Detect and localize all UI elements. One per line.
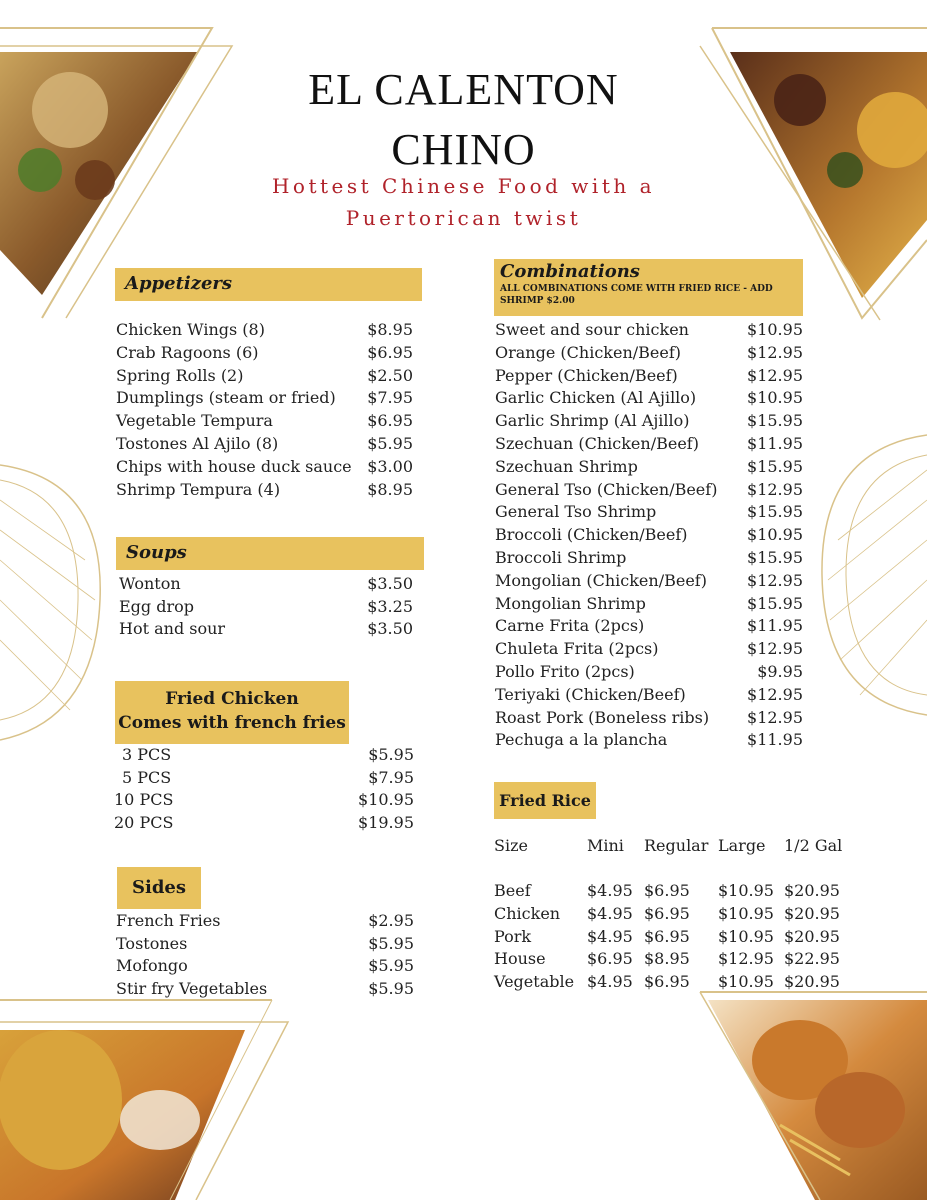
table-cell: $20.95 (784, 926, 840, 946)
table-cell: $20.95 (784, 972, 840, 992)
menu-item-name: Stir fry Vegetables (116, 978, 268, 998)
menu-item-price: $2.95 (368, 911, 414, 930)
table-cell: $4.95 (587, 903, 633, 923)
table-cell: $6.95 (587, 949, 633, 969)
menu-item-price: $3.25 (367, 596, 413, 616)
restaurant-name-line1: EL CALENTON (308, 65, 619, 114)
table-header-cell: Size (494, 836, 528, 855)
menu-item-price: $7.95 (367, 388, 413, 408)
menu-item-name: Pollo Frito (2pcs) (495, 662, 635, 681)
sides-list (116, 911, 414, 1003)
menu-item-name: Teriyaki (Chicken/Beef) (495, 684, 686, 704)
table-cell: $20.95 (784, 881, 840, 900)
menu-item-name: Tostones Al Ajilo (8) (116, 434, 279, 453)
menu-item-name: French Fries (116, 911, 221, 930)
table-cell: $4.95 (587, 926, 633, 946)
table-cell: $10.95 (718, 881, 774, 900)
combinations-list (495, 320, 803, 760)
menu-item-name: Pechuga a la plancha (495, 730, 668, 750)
menu-item-name: Sweet and sour chicken (495, 320, 689, 339)
table-row-label: Pork (494, 926, 532, 946)
menu-item-price: $8.95 (367, 320, 413, 339)
menu-item-name: Chuleta Frita (2pcs) (495, 639, 659, 659)
menu-item-price: $5.95 (368, 745, 414, 764)
menu-item-name: 20 PCS (114, 812, 174, 832)
menu-item-price: $15.95 (747, 548, 803, 567)
menu-item-name: Carne Frita (2pcs) (495, 616, 645, 636)
menu-item-price: $10.95 (358, 790, 414, 809)
combinations-header (494, 259, 803, 316)
menu-item-name: Wonton (119, 574, 181, 593)
tagline-line1: Hottest Chinese Food with a (271, 174, 656, 198)
menu-item-price: $3.50 (367, 619, 413, 638)
menu-item-name: Garlic Shrimp (Al Ajillo) (495, 411, 690, 431)
menu-item-price: $15.95 (747, 593, 803, 613)
menu-item-name: Dumplings (steam or fried) (116, 388, 336, 408)
menu-item-price: $12.95 (747, 684, 803, 704)
table-cell: $10.95 (718, 926, 774, 946)
table-cell: $4.95 (587, 972, 633, 992)
menu-item-price: $5.95 (368, 956, 414, 975)
combinations-title: Combinations (500, 261, 640, 282)
menu-item-price: $2.50 (367, 365, 413, 385)
menu-item-price: $10.95 (747, 320, 803, 339)
fried-rice-table (494, 836, 854, 996)
table-cell: $20.95 (784, 903, 840, 923)
menu-item-name: Roast Pork (Boneless ribs) (495, 707, 710, 727)
table-cell: $6.95 (644, 881, 690, 900)
menu-item-price: $12.95 (747, 639, 803, 659)
menu-item-name: Spring Rolls (2) (116, 365, 244, 385)
menu-item-name: Pepper (Chicken/Beef) (495, 365, 678, 385)
fried-rice-header: Fried Rice (494, 782, 596, 819)
table-row-label: Vegetable (494, 972, 575, 992)
menu-item-name: Orange (Chicken/Beef) (495, 342, 681, 362)
table-cell: $10.95 (718, 903, 774, 923)
menu-item-name: 10 PCS (114, 790, 174, 809)
menu-item-price: $11.95 (747, 730, 803, 750)
menu-item-price: $12.95 (747, 342, 803, 362)
menu-item-price: $19.95 (358, 812, 414, 832)
menu-item-price: $12.95 (747, 479, 803, 499)
menu-item-price: $11.95 (747, 616, 803, 636)
tagline-line2: Puertorican twist (345, 206, 582, 230)
table-cell: $22.95 (784, 949, 840, 969)
menu-item-price: $12.95 (747, 570, 803, 590)
menu-item-name: Szechuan (Chicken/Beef) (495, 434, 699, 453)
soups-header: Soups (116, 537, 424, 570)
table-cell: $4.95 (587, 881, 633, 900)
menu-item-name: Crab Ragoons (6) (116, 342, 259, 362)
menu-item-name: Vegetable Tempura (116, 411, 273, 431)
menu-item-name: Mongolian (Chicken/Beef) (495, 570, 707, 590)
menu-item-price: $12.95 (747, 365, 803, 385)
menu-item-price: $5.95 (368, 933, 414, 953)
menu-item-name: Garlic Chicken (Al Ajillo) (495, 388, 697, 408)
table-cell: $8.95 (644, 949, 690, 969)
menu-item-name: Mofongo (116, 956, 188, 975)
menu-item-name: General Tso Shrimp (495, 502, 657, 522)
table-cell: $6.95 (644, 926, 690, 946)
menu-item-price: $10.95 (747, 388, 803, 408)
menu-item-name: Hot and sour (119, 619, 226, 638)
menu-item-name: Broccoli (Chicken/Beef) (495, 525, 688, 545)
menu-item-name: Chicken Wings (8) (116, 320, 265, 339)
menu-item-price: $3.00 (367, 456, 413, 476)
table-cell: $6.95 (644, 903, 690, 923)
menu-item-price: $8.95 (367, 479, 413, 499)
menu-item-price: $10.95 (747, 525, 803, 545)
menu-item-price: $5.95 (367, 434, 413, 453)
appetizers-header: Appetizers (115, 268, 422, 301)
photo-fried-chicken-bottom-right (708, 1000, 927, 1200)
menu-item-name: Mongolian Shrimp (495, 593, 646, 613)
menu-item-price: $6.95 (367, 342, 413, 362)
menu-item-name: Szechuan Shrimp (495, 456, 638, 476)
menu-item-name: Chips with house duck sauce (116, 456, 352, 476)
restaurant-name-line2: CHINO (391, 125, 536, 174)
menu-item-name: 3 PCS (122, 745, 172, 764)
menu-item-price: $11.95 (747, 434, 803, 453)
menu-item-name: Tostones (116, 933, 188, 953)
menu-item-price: $12.95 (747, 707, 803, 727)
fried-chicken-title: Fried Chicken (165, 689, 299, 709)
fried-chicken-list (114, 745, 414, 837)
menu-item-name: 5 PCS (122, 767, 172, 787)
menu-item-price: $5.95 (368, 978, 414, 998)
menu-item-name: Egg drop (119, 596, 195, 616)
fried-chicken-subtitle: Comes with french fries (118, 713, 346, 733)
combinations-note: ALL COMBINATIONS COME WITH FRIED RICE - ADD SHRIMP $2.00 (500, 284, 773, 306)
table-header-cell: 1/2 Gal (784, 836, 843, 855)
table-row-label: House (494, 949, 546, 969)
table-cell: $12.95 (718, 949, 774, 969)
fried-chicken-header (115, 681, 349, 744)
table-header-cell: Regular (644, 836, 709, 855)
table-cell: $6.95 (644, 972, 690, 992)
right-arc-ornament (822, 435, 927, 715)
table-row-label: Beef (494, 881, 531, 900)
menu-item-price: $15.95 (747, 502, 803, 522)
menu-item-price: $3.50 (367, 574, 413, 593)
table-cell: $10.95 (718, 972, 774, 992)
menu-item-price: $9.95 (757, 662, 803, 681)
menu-item-price: $6.95 (367, 411, 413, 431)
menu-item-name: Broccoli Shrimp (495, 548, 627, 567)
left-arc-ornament (0, 465, 100, 740)
table-header-cell: Large (718, 836, 766, 855)
menu-item-name: General Tso (Chicken/Beef) (495, 479, 718, 499)
menu-item-price: $15.95 (747, 456, 803, 476)
soups-list (119, 574, 413, 644)
menu-item-price: $7.95 (368, 767, 414, 787)
sides-header: Sides (117, 867, 201, 909)
menu-item-price: $15.95 (747, 411, 803, 431)
photo-mofongo-bottom-left (0, 1030, 245, 1200)
appetizers-list (116, 320, 413, 500)
table-row-label: Chicken (494, 903, 561, 923)
table-header-cell: Mini (587, 836, 624, 855)
menu-item-name: Shrimp Tempura (4) (116, 479, 281, 499)
